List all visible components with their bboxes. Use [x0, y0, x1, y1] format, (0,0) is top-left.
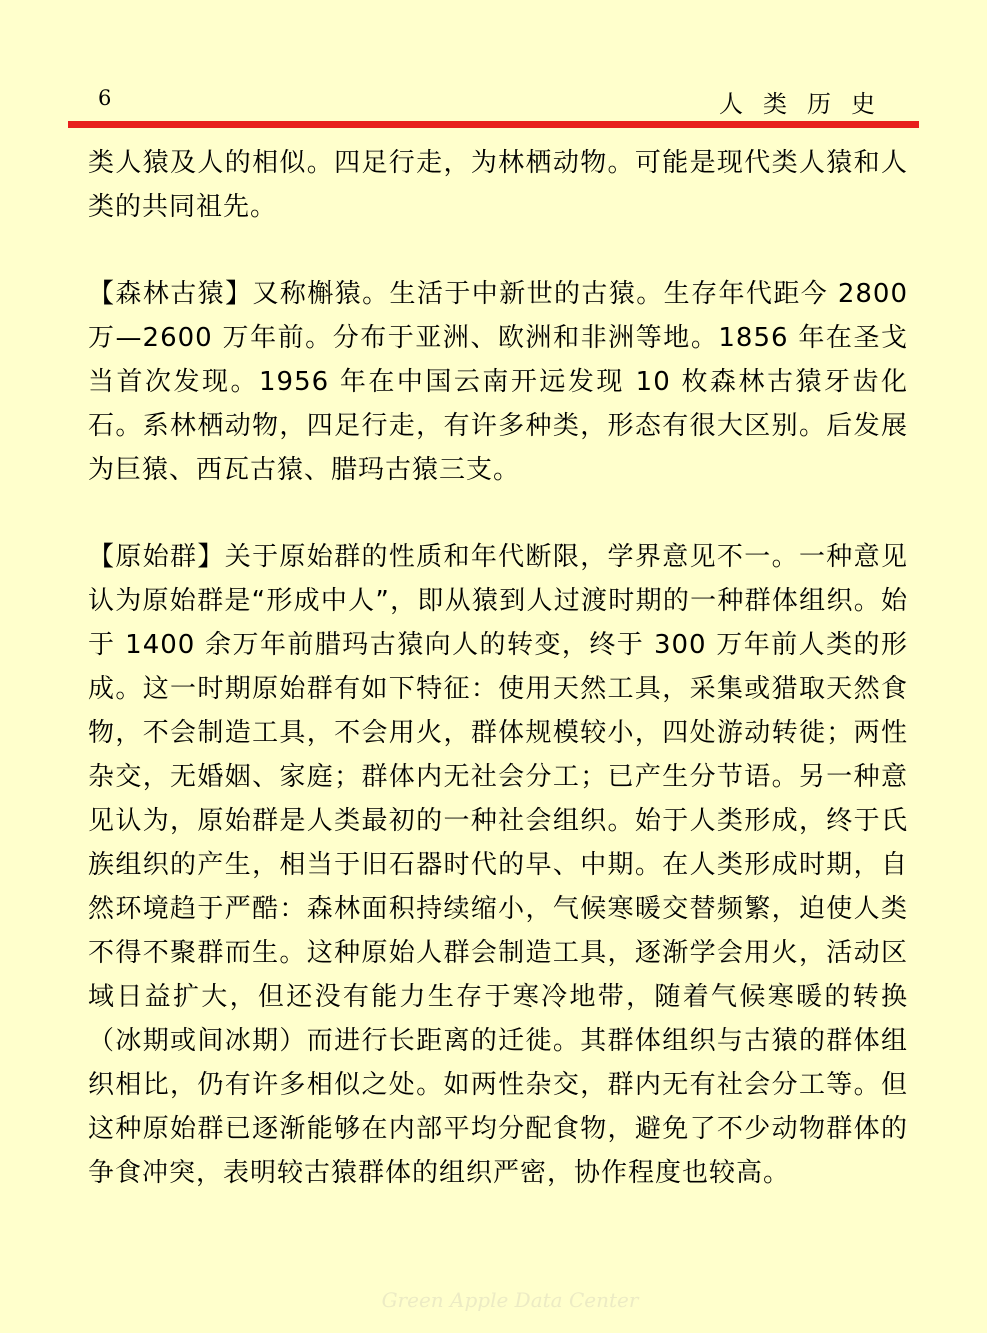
paragraph-dryopithecus: 【森林古猿】又称槲猿。生活于中新世的古猿。生存年代距今 2800 万—2600 万年前。分布于亚洲、欧洲和非洲等地。1856 年在圣戈当首次发现。1956 年在中国云南开远发现 10 枚森林古猿牙齿化石。系林栖动物，四足行走，有许多种类，形态有很大区别。后发展为巨猿、西瓦古猿、腊玛古猿三支。 — [88, 279, 908, 485]
paragraph-primitive-horde: 【原始群】关于原始群的性质和年代断限，学界意见不一。一种意见认为原始群是“形成中人”，即从猿到人过渡时期的一种群体组织。始于 1400 余万年前腊玛古猿向人的转变，终于 300 万年前人类的形成。这一时期原始群有如下特征：使用天然工具，采集或猎取天然食物，不会制造工具，不会用火，群体规模较小，四处游动转徙；两性杂交，无婚姻、家庭；群体内无社会分工；已产生分节语。另一种意见认为，原始群是人类最初的一种社会组织。始于人类形成，终于氏族组织的产生，相当于旧石器时代的早、中期。在人类形成时期，自然环境趋于严酷：森林面积持续缩小，气候寒暖交替频繁，迫使人类不得不聚群而生。这种原始人群会制造工具，逐渐学会用火，活动区域日益扩大，但还没有能力生存于寒冷地带，随着气候寒暖的转换（冰期或间冰期）而进行长距离的迁徙。其群体组织与古猿的群体组织相比，仍有许多相似之处。如两性杂交，群内无有社会分工等。但这种原始群已逐渐能够在内部平均分配食物，避免了不少动物群体的争食冲突，表明较古猿群体的组织严密，协作程度也较高。 — [88, 542, 908, 1188]
watermark: Green Apple Data Center — [381, 1288, 639, 1312]
header-rule — [68, 121, 919, 128]
page-body — [88, 141, 908, 1238]
running-title: 人类历史 — [719, 90, 895, 118]
paragraph-ape-ancestor: 类人猿及人的相似。四足行走，为林栖动物。可能是现代类人猿和人类的共同祖先。 — [88, 148, 908, 222]
page-number: 6 — [98, 86, 112, 110]
